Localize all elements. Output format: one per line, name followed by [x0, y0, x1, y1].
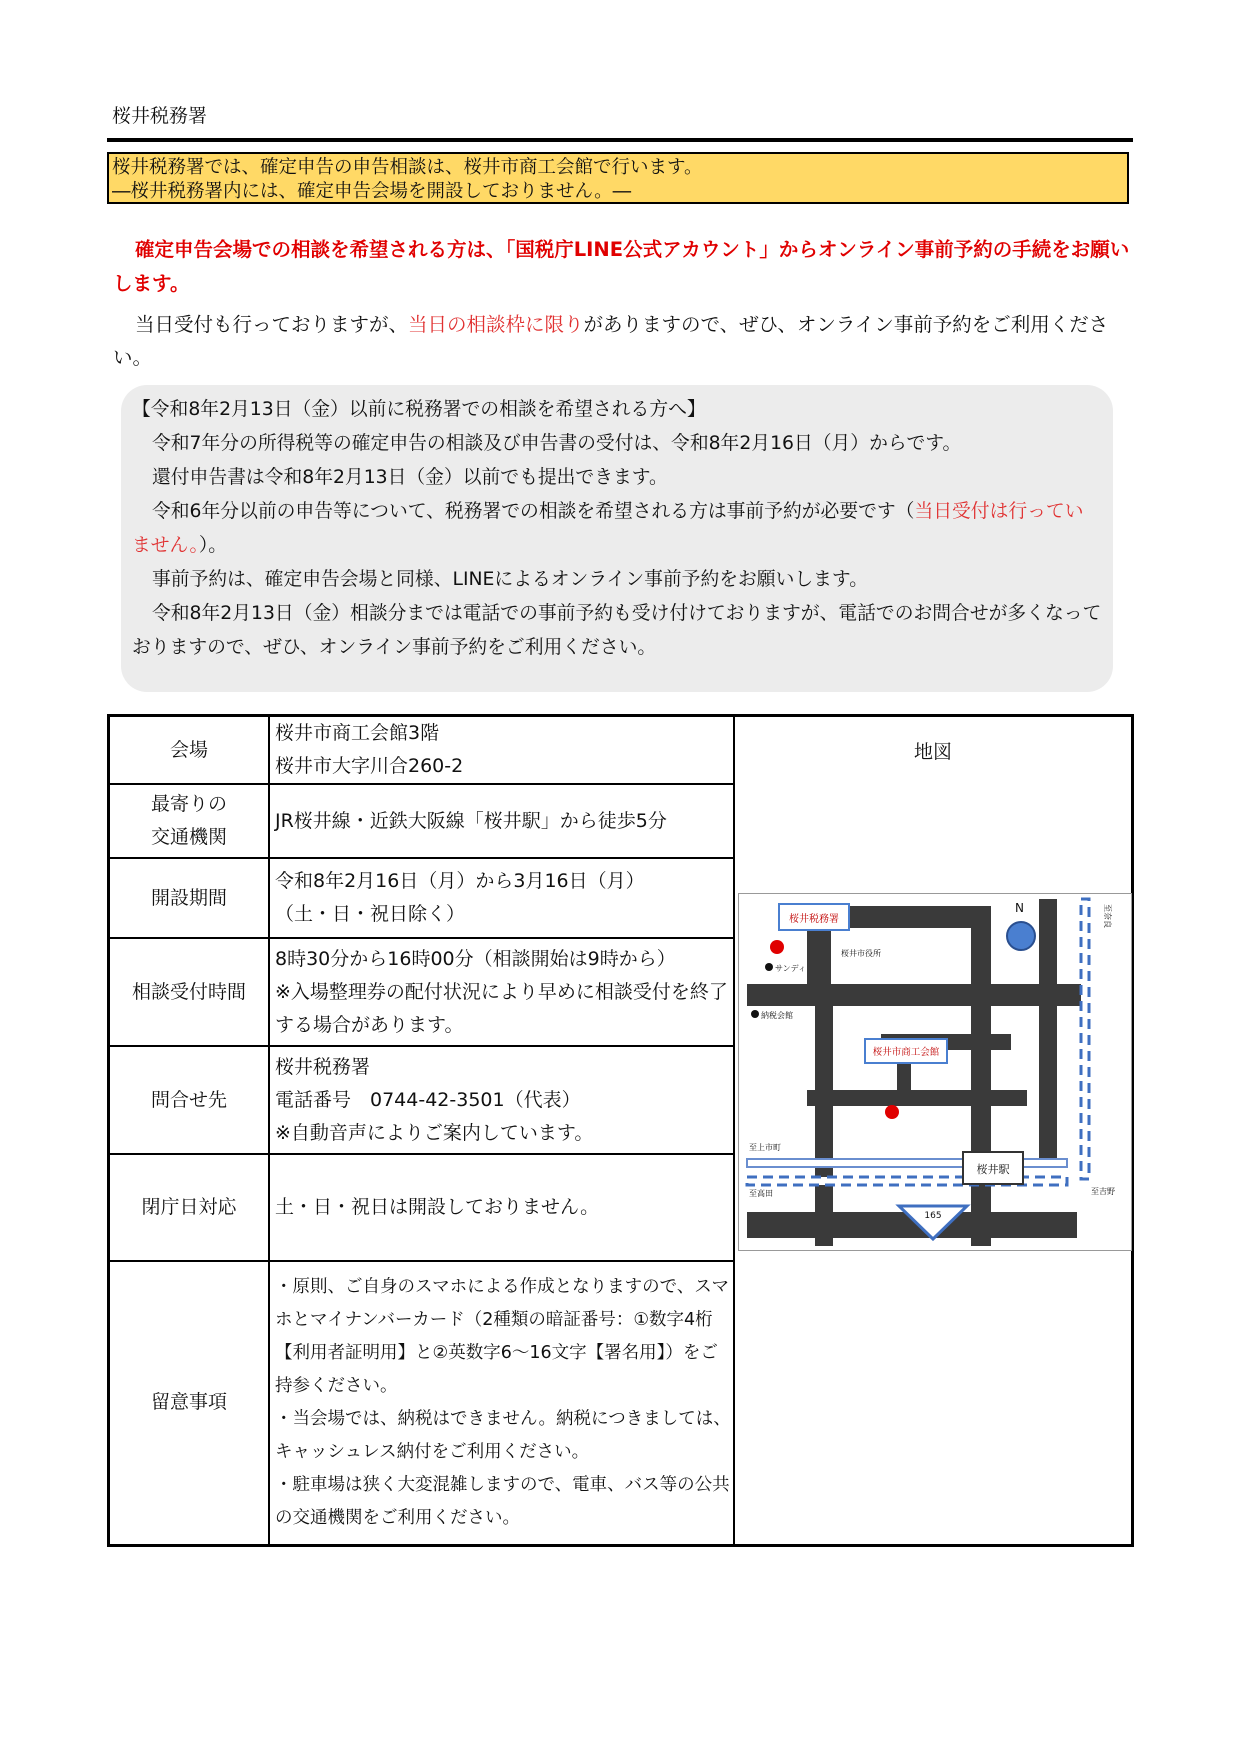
intro-highlight: 当日の相談枠に限り [408, 313, 584, 336]
north-label: N [1015, 901, 1024, 915]
lead-text: 確定申告会場での相談を希望される方は、「国税庁LINE公式アカウント」からオンライン事前予約の手続をお願いします。 [113, 238, 1130, 295]
period-value [269, 858, 734, 938]
road-east [971, 906, 991, 1246]
gym-dot [751, 1010, 759, 1018]
notice-p1: 令和7年分の所得税等の確定申告の相談及び申告書の受付は、令和8年2月16日（月）からです。 [152, 433, 962, 454]
notice-p2: 還付申告書は令和8年2月13日（金）以前でも提出できます。 [152, 467, 668, 488]
notice-p4: 事前予約は、確定申告会場と同様、LINEによるオンライン事前予約をお願いします。 [152, 569, 868, 590]
notice-heading: 【令和8年2月13日（金）以前に税務署での相談を希望される方へ】 [132, 399, 706, 420]
sundy-dot [765, 963, 773, 971]
venue-value [269, 716, 734, 785]
period-label: 開設期間 [109, 858, 270, 938]
access-label-2: 交通機関 [150, 826, 227, 848]
hours-line-1: 8時30分から16時00分（相談開始は9時から） [275, 947, 676, 970]
notice-p3-highlight: 当日受付は行っていません。 [132, 501, 1084, 556]
access-value: JR桜井線・近鉄大阪線「桜井駅」から徒歩5分 [269, 784, 734, 858]
notice-p5: 令和8年2月13日（金）相談分までは電話での事前予約も受け付けておりますが、電話でのお問合せが多くなっておりますので、ぜひ、オンライン事前予約をご利用ください。 [132, 603, 1102, 658]
hours-line-2: ※入場整理券の配付状況により早めに相談受付を終了する場合があります。 [275, 980, 728, 1036]
notice-p3-part2: ）。 [198, 535, 228, 556]
commerce-hall-label: 桜井市商工会館 [872, 1047, 940, 1058]
railway-north [1081, 899, 1089, 1179]
to-yoshino-label: 至吉野 [1091, 1187, 1115, 1196]
north-marker [1007, 922, 1035, 950]
hours-label: 相談受付時間 [109, 938, 270, 1046]
city-hall-label: 桜井市役所 [841, 949, 881, 958]
access-label [109, 784, 270, 858]
map-svg [739, 894, 1131, 1250]
intro-part-2: がありますので、ぜひ、オンライン事前予約をご利用ください。 [113, 313, 1109, 369]
notice-p3 [132, 495, 1102, 563]
notes-label: 留意事項 [109, 1261, 270, 1545]
to-nara-label: 至奈良 [1103, 904, 1112, 928]
intro-text [113, 308, 1133, 374]
venue-label: 会場 [109, 716, 270, 785]
gym-label: 納税会館 [761, 1011, 793, 1020]
access-label-1: 最寄りの [150, 793, 227, 815]
road-far-east [1039, 899, 1057, 1161]
access-map [738, 893, 1132, 1251]
notes-item-1: ・原則、ご自身のスマホによる作成となりますので、スマホとマイナンバーカード（2種類の暗証番号：①数字4桁【利用者証明用】と②英数字6～16文字【署名用】）をご持参ください。 [275, 1276, 729, 1396]
contact-line-3: ※自動音声によりご案内しています。 [275, 1121, 594, 1144]
commerce-hall-pin [885, 1105, 899, 1119]
pre-filing-notice [132, 393, 1102, 665]
period-line-2: （土・日・祝日除く） [275, 903, 466, 925]
to-takada-label: 至高田 [749, 1189, 773, 1198]
notice-banner [107, 152, 1129, 204]
notes-item-2: ・当会場では、納税はできません。納税につきましては、キャッシュレス納付をご利用ください。 [275, 1408, 731, 1462]
contact-line-2: 電話番号 0744-42-3501（代表） [275, 1088, 581, 1111]
road-mid-2 [807, 1090, 1027, 1106]
notes-item-3: ・駐車場は狭く大変混雑しますので、電車、バス等の公共の交通機関をご利用ください。 [275, 1474, 730, 1528]
tax-office-pin [770, 940, 784, 954]
closed-label: 閉庁日対応 [109, 1154, 270, 1261]
office-name: 桜井税務署 [112, 105, 208, 127]
tax-office-label: 桜井税務署 [789, 914, 839, 925]
contact-value [269, 1046, 734, 1154]
to-kamimachi-label: 至上市町 [749, 1143, 781, 1152]
sundy-label: サンディ [775, 964, 806, 973]
header-rule [107, 138, 1133, 142]
road-mid-1 [747, 984, 1087, 1006]
venue-line-1: 桜井市商工会館3階 [275, 722, 440, 744]
hours-value [269, 938, 734, 1046]
banner-line-2: ―桜井税務署内には、確定申告会場を開設しておりません。― [112, 181, 632, 202]
route-number: 165 [924, 1211, 942, 1221]
intro-part-1: 当日受付も行っておりますが、 [135, 313, 409, 336]
period-line-1: 令和8年2月16日（月）から3月16日（月） [275, 870, 645, 892]
banner-line-1: 桜井税務署では、確定申告の申告相談は、桜井市商工会館で行います。 [112, 157, 703, 178]
road-west [815, 984, 833, 1246]
map-label: 地図 [913, 741, 952, 763]
station-label: 桜井駅 [976, 1163, 1010, 1176]
closed-value: 土・日・祝日は開設しておりません。 [269, 1154, 734, 1261]
venue-line-2: 桜井市大字川合260-2 [275, 755, 464, 777]
notes-value [269, 1261, 734, 1545]
contact-line-1: 桜井税務署 [275, 1055, 371, 1078]
notice-p3-part1: 令和6年分以前の申告等について、税務署での相談を希望される方は事前予約が必要です（ [152, 501, 915, 522]
contact-label: 問合せ先 [109, 1046, 270, 1154]
